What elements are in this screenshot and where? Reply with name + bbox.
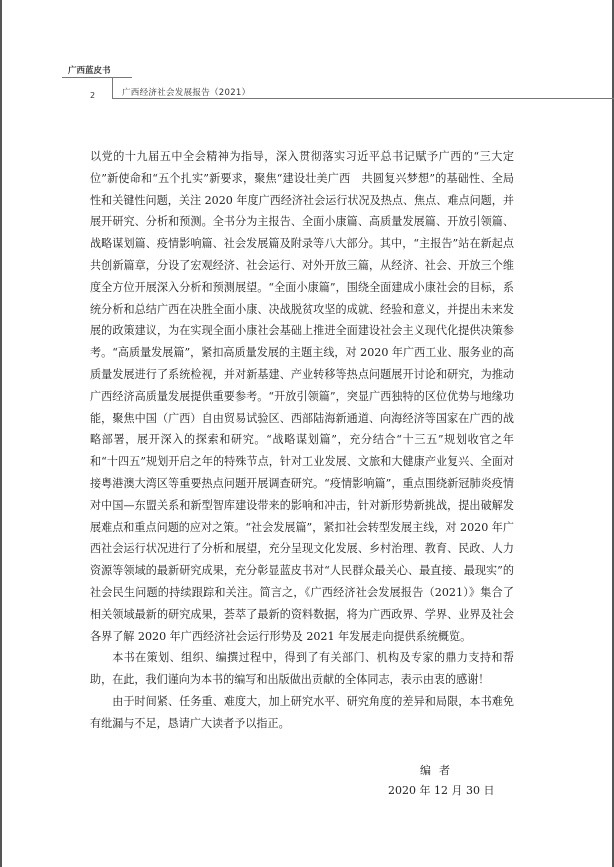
header-divider — [112, 78, 113, 99]
paragraph-acknowledgement: 本书在策划、组织、编撰过程中，得到了有关部门、机构及专家的鼎力支持和帮助，在此，我们谨向为本书的编写和出版做出贡献的全体同志，表示由衷的感谢！ — [90, 651, 514, 687]
header-rule — [112, 98, 614, 99]
body-text — [90, 146, 514, 735]
series-underline — [62, 77, 132, 78]
signature-date: 2020 年 12 月 30 日 — [388, 784, 495, 797]
page-number: 2 — [90, 91, 96, 100]
signature-role: 编者 — [420, 764, 458, 777]
paragraph-overview: 以党的十九届五中全会精神为指导，深入贯彻落实习近平总书记赋予广西的“三大定位”新使命和“五个扎实”新要求，聚焦“建设壮美广西 共圆复兴梦想”的基础性、全局性和关键性问题，关注 2020 年度广西经济社会运行状况及热点、焦点、难点问题，并展开研究、分析和预测。全书分为主报告、全面小康篇、高质量发展篇、开放引领篇、战略谋划篇、疫情影响篇、社会发展篇及附录等八大部分。其中，“主报告”站在新起点共创新篇章，分设了宏观经济、社会运行、对外开放三篇，从经济、社会、开放三个维度全方位开展深入分析和预测展望。“全面小康篇”，围绕全面建成小康社会的目标，系统分析和总结广西在决胜全面小康、决战脱贫攻坚的成就、经验和意义，并提出未来发展的政策建议，为在实现全面小康社会基础上推进全面建设社会主义现代化提供决策参考。“高质量发展篇”，紧扣高质量发展的主题主线，对 2020 年广西工业、服务业的高质量发展进行了系统检视，并对新基建、产业转移等热点问题展开讨论和研究，为推动广西经济高质量发展提供重要参考。“开放引领篇”，突显广西独特的区位优势与地缘功能，聚焦中国（广西）自由贸易试验区、西部陆海新通道、向海经济等国家在广西的战略部署，展开深入的探索和研究。“战略谋划篇”，充分结合“十三五”规划收官之年和“十四五”规划开启之年的特殊节点，针对工业发展、文旅和大健康产业复兴、全面对接粤港澳大湾区等重要热点问题开展调查研究。“疫情影响篇”，重点围绕新冠肺炎疫情对中国—东盟关系和新型智库建设带来的影响和冲击，针对新形势新挑战，提出破解发展难点和重点问题的应对之策。“社会发展篇”，紧扣社会转型发展主线，对 2020 年广西社会运行状况进行了分析和展望，充分呈现文化发展、乡村治理、教育、民政、人力资源等领域的最新研究成果，充分彰显蓝皮书对“人民群众最关心、最直接、最现实”的社会民生问题的持续跟踪和关注。简言之，《广西经济社会发展报告（2021）》集合了相关领域最新的研究成果，荟萃了最新的资料数据，将为广西政界、学界、业界及社会各界了解 2020 年广西经济社会运行形势及 2021 年发展走向提供系统概览。 — [90, 150, 514, 643]
series-name: 广西蓝皮书 — [68, 66, 111, 76]
page-frame-left — [0, 0, 2, 867]
paragraph-disclaimer: 由于时间紧、任务重、难度大，加上研究水平、研究角度的差异和局限，本书难免有纰漏与不足，恳请广大读者予以指正。 — [90, 694, 514, 730]
running-book-title: 广西经济社会发展报告（2021） — [122, 88, 251, 98]
